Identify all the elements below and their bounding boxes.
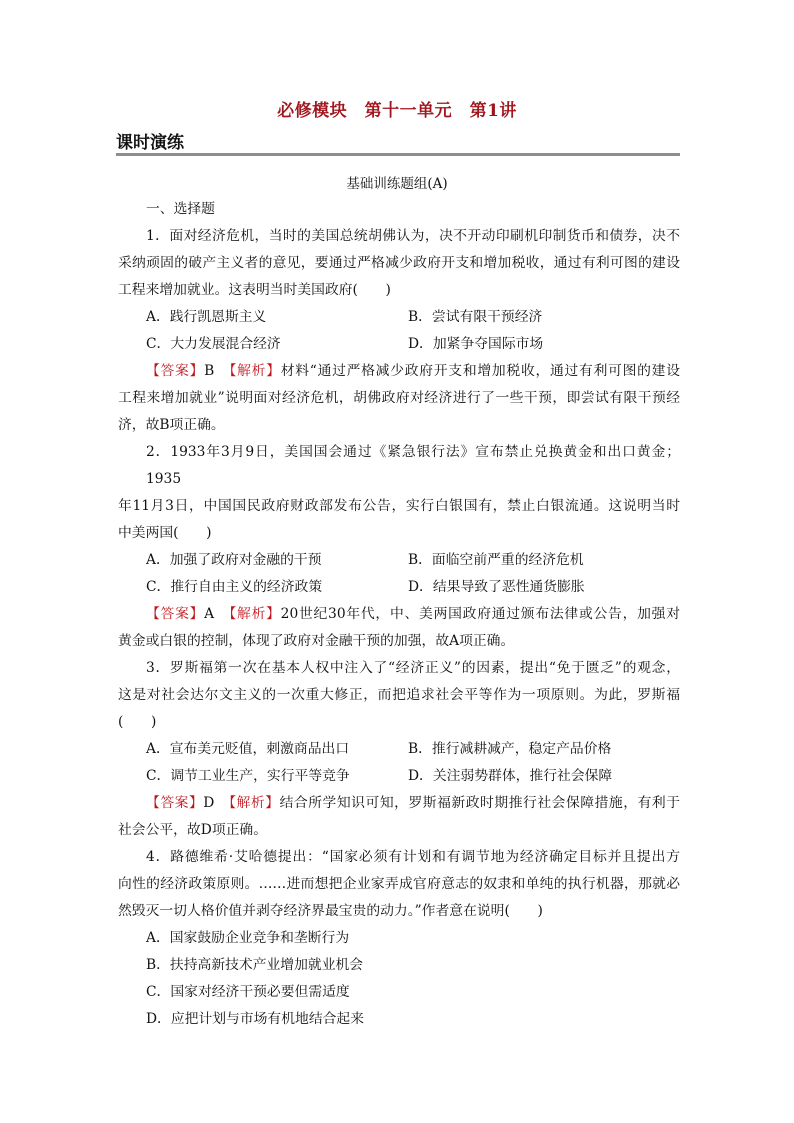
q2-options-row [118, 547, 680, 574]
answer-tag: 【答案】 [146, 363, 205, 379]
analysis-tag: 【解析】 [229, 363, 281, 379]
q1-analysis-line: 济，故B项正确。 [118, 417, 225, 433]
q3-stem-line: 这是对社会达尔文主义的一次重大修正，而把追求社会平等作为一项原则。为此，罗斯福 [118, 687, 680, 703]
q1-option-b: B．尝试有限干预经济 [408, 309, 543, 325]
header-divider [116, 153, 680, 156]
q2-option-a: A．加强了政府对金融的干预 [146, 552, 322, 568]
q1-stem-line: 工程来增加就业。这表明当时美国政府( ) [118, 282, 391, 298]
q2-option-c: C．推行自由主义的经济政策 [146, 579, 323, 595]
q2-option-d: D．结果导致了恶性通货膨胀 [408, 579, 585, 595]
section-heading: 课时演练 [116, 133, 184, 153]
q1-analysis-line: 工程来增加就业”说明面对经济危机，胡佛政府对经济进行了一些干预，即尝试有限干预经 [118, 390, 680, 406]
q2-options-row [118, 574, 680, 601]
q4-stem-line: 向性的经济政策原则。……进而想把企业家弄成官府意志的奴隶和单纯的执行机器，那就必 [118, 876, 680, 892]
q1-stem-line: 1．面对经济危机，当时的美国总统胡佛认为，决不开动印刷机印制货币和债券，决不 [146, 228, 680, 244]
q1-answer-line [118, 358, 680, 385]
q2-analysis-text: 20世纪30年代，中、美两国政府通过颁布法律或公告，加强对 [280, 606, 680, 622]
q3-analysis-text: 结合所学知识可知，罗斯福新政时期推行社会保障措施，有利于 [279, 795, 681, 811]
analysis-tag: 【解析】 [229, 795, 280, 811]
q3-analysis-line: 社会公平，故D项正确。 [118, 822, 268, 838]
q3-option-b: B．推行减耕减产，稳定产品价格 [408, 741, 612, 757]
q1-option-c: C．大力发展混合经济 [146, 336, 281, 352]
q4-option-c: C．国家对经济干预必要但需适度 [146, 984, 350, 1000]
q1-options-row [118, 331, 680, 358]
q2-stem-line: 2．1933年3月9日，美国国会通过《紧急银行法》宣布禁止兑换黄金和出口黄金；1935 [146, 444, 680, 487]
part-title: 一、选择题 [146, 201, 215, 217]
q4-stem-line: 然毁灭一切人格价值并剥夺经济界最宝贵的动力。”作者意在说明( ) [118, 903, 543, 919]
q1-option-a: A．践行凯恩斯主义 [146, 309, 267, 325]
q4-stem-line: 4．路德维希·艾哈德提出：“国家必须有计划和有调节地为经济确定目标并且提出方 [146, 849, 680, 865]
q3-stem-line: ( ) [118, 714, 157, 730]
q1-analysis-text: 材料“通过严格减少政府开支和增加税收，通过有利可图的建设 [280, 363, 681, 379]
q3-option-d: D．关注弱势群体，推行社会保障 [408, 768, 613, 784]
q1-options-row [118, 304, 680, 331]
q3-stem-line: 3．罗斯福第一次在基本人权中注入了“经济正义”的因素，提出“免于匮乏”的观念， [146, 660, 680, 676]
q3-answer-line [118, 790, 680, 817]
group-title: 基础训练题组(A) [346, 176, 448, 192]
q2-option-b: B．面临空前严重的经济危机 [408, 552, 584, 568]
q4-option-d: D．应把计划与市场有机地结合起来 [146, 1011, 365, 1027]
q3-answer: D [203, 795, 215, 811]
q3-options-row [118, 763, 680, 790]
q1-stem-line: 采纳顽固的破产主义者的意见，要通过严格减少政府开支和增加税收，通过有利可图的建设 [118, 255, 680, 271]
q2-stem-line: 中美两国( ) [118, 525, 212, 541]
answer-tag: 【答案】 [146, 795, 204, 811]
q2-answer: A [204, 606, 215, 622]
analysis-tag: 【解析】 [229, 606, 281, 622]
q2-answer-line [118, 601, 680, 628]
lesson-title: 必修模块 第十一单元 第1讲 [277, 101, 517, 121]
q3-option-c: C．调节工业生产，实行平等竞争 [146, 768, 350, 784]
q3-options-row [118, 736, 680, 763]
answer-tag: 【答案】 [146, 606, 205, 622]
q1-answer: B [204, 363, 215, 379]
q4-option-a: A．国家鼓励企业竞争和垄断行为 [146, 930, 350, 946]
q3-option-a: A．宣布美元贬值，刺激商品出口 [146, 741, 350, 757]
q2-stem-line: 年11月3日，中国国民政府财政部发布公告，实行白银国有，禁止白银流通。这说明当时 [118, 498, 680, 514]
q2-analysis-line: 黄金或白银的控制，体现了政府对金融干预的加强，故A项正确。 [118, 633, 515, 649]
q1-option-d: D．加紧争夺国际市场 [408, 336, 544, 352]
question-content [118, 196, 680, 1033]
q4-option-b: B．扶持高新技术产业增加就业机会 [146, 957, 364, 973]
